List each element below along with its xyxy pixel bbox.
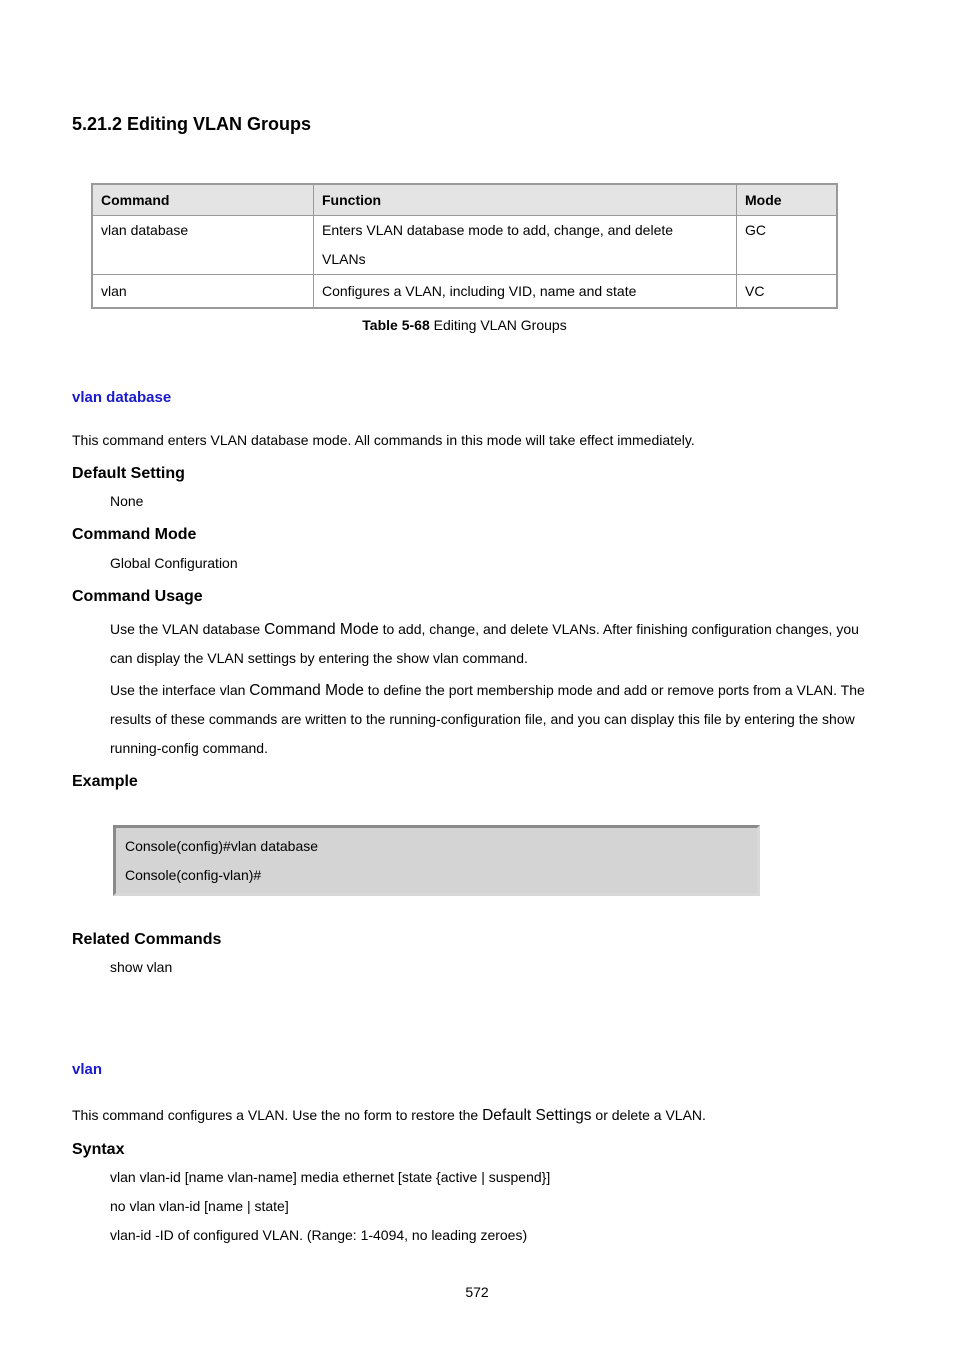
header-command: Command — [92, 184, 314, 216]
syntax-label: Syntax — [72, 1141, 125, 1158]
related-commands-label: Related Commands — [72, 931, 222, 948]
header-function: Function — [314, 184, 737, 216]
table-header-row — [92, 184, 837, 216]
cell-mode: GC — [737, 216, 838, 275]
vlan-description — [72, 1107, 706, 1125]
cell-command: vlan — [92, 275, 314, 309]
table-row — [92, 275, 837, 309]
usage1-text-b: Command Mode — [264, 621, 379, 638]
cell-command: vlan database — [92, 216, 314, 275]
command-mode-label: Command Mode — [72, 526, 197, 543]
console-line: Console(config-vlan)# — [125, 867, 262, 883]
console-example — [113, 825, 760, 896]
vlan-heading: vlan — [72, 1061, 103, 1078]
section-title: 5.21.2 Editing VLAN Groups — [72, 114, 312, 134]
caption-number: Table 5-68 — [362, 317, 430, 333]
usage-paragraph-2 — [110, 676, 885, 763]
syntax-line: vlan vlan-id [name vlan-name] media ethernet [state {active | suspend}] — [110, 1169, 551, 1185]
vlan-desc-a: This command configures a VLAN. Use the no form to restore the — [72, 1107, 483, 1123]
table-row — [92, 216, 837, 275]
header-mode: Mode — [737, 184, 838, 216]
cell-function: Configures a VLAN, including VID, name and state — [314, 275, 737, 309]
usage2-text-a: Use the interface vlan — [110, 682, 250, 698]
default-setting-label: Default Setting — [72, 465, 185, 482]
vlan-desc-c: or delete a VLAN. — [591, 1107, 706, 1123]
vlan-database-description: This command enters VLAN database mode. All commands in this mode will take effect immediately. — [72, 432, 695, 448]
default-setting-value: None — [110, 493, 144, 509]
usage-paragraph-1 — [110, 615, 885, 673]
cell-function: Enters VLAN database mode to add, change, and delete VLANs — [314, 216, 737, 275]
syntax-line: vlan-id -ID of configured VLAN. (Range: 1-4094, no leading zeroes) — [110, 1227, 528, 1243]
vlan-database-heading: vlan database — [72, 389, 172, 406]
syntax-line: no vlan vlan-id [name | state] — [110, 1198, 289, 1214]
caption-text: Editing VLAN Groups — [429, 317, 567, 333]
example-label: Example — [72, 773, 138, 790]
command-usage-label: Command Usage — [72, 588, 203, 605]
usage2-text-c: to define the port membership mode and add or remove ports from a VLAN. The results of these commands are written to the running-configuration file, and you can display this file by entering the show running-config command. — [110, 682, 865, 756]
command-mode-value: Global Configuration — [110, 555, 238, 571]
table-caption — [91, 317, 838, 333]
console-line: Console(config)#vlan database — [125, 838, 319, 854]
usage1-text-c: to add, change, and delete VLANs. After finishing configuration changes, you can display the VLAN settings by entering the show vlan command. — [110, 621, 859, 666]
usage2-text-b: Command Mode — [249, 682, 364, 699]
usage1-text-a: Use the VLAN database — [110, 621, 265, 637]
page-number: 572 — [465, 1284, 489, 1300]
vlan-desc-b: Default Settings — [482, 1107, 592, 1124]
cell-mode: VC — [737, 275, 838, 309]
related-commands-value: show vlan — [110, 959, 173, 975]
command-table — [91, 183, 838, 309]
